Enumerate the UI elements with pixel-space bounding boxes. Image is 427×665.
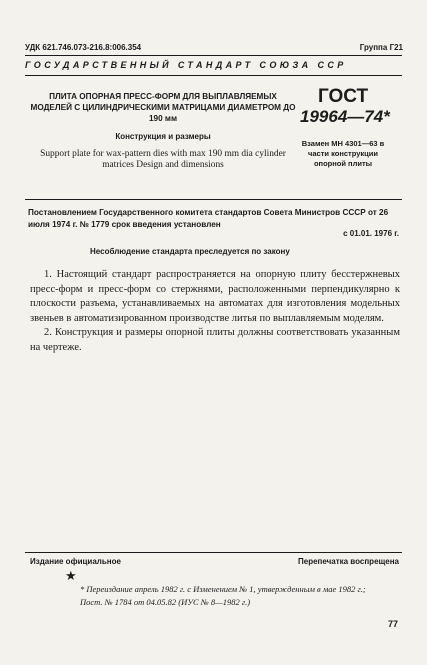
law-notice: Несоблюдение стандарта преследуется по закону [90,247,290,256]
state-standard-heading: ГОСУДАРСТВЕННЫЙ СТАНДАРТ СОЮЗА ССР [25,60,347,70]
header-top-rule [25,55,402,56]
official-edition: Издание официальное [30,557,121,566]
title-subtitle: Конструкция и размеры [115,132,211,141]
body-paragraph-2: 2. Конструкция и размеры опорной плиты должны соответствовать указанным на чертеже. [30,327,400,353]
gost-label: ГОСТ [318,86,369,107]
decree-text: Постановлением Государственного комитета стандартов Совета Министров СССР от 26 июля 1974 г. № 1779 срок введения установлен [28,208,389,229]
reprint-note: * Переиздание апрель 1982 г. с Изменением № 1, утвержденным в мае 1982 г.; Пост. № 1784 от 04.05.82 (ИУС № 8—1982 г.) [80,584,366,607]
title-english: Support plate for wax-pattern dies with max 190 mm dia cylinder matrices Design and dimensions [40,149,286,170]
standard-body [30,268,400,355]
star-icon: ★ [65,568,77,583]
gost-number: 19964—74* [300,107,390,126]
page-number: 77 [387,619,398,629]
header-bottom-rule [25,75,402,76]
replacement-note: Взамен МН 4301—63 в части конструкции опорной плиты [301,139,385,168]
reprint-prohibited: Перепечатка воспрещена [298,557,399,566]
title-russian: ПЛИТА ОПОРНАЯ ПРЕСС-ФОРМ ДЛЯ ВЫПЛАВЛЯЕМЫХ МОДЕЛЕЙ С ЦИЛИНДРИЧЕСКИМИ МАТРИЦАМИ ДИАМЕТРОМ ДО 190 мм [30,92,296,123]
udk-code: УДК 621.746.073-216.8:006.354 [25,43,142,52]
footer-rule [25,552,402,553]
group-code: Группа Г21 [359,43,403,52]
body-paragraph-1: 1. Настоящий стандарт распространяется на опорную плиту бесстержневых пресс-форм и пресс-форм со стержнями, расположенными перпендикулярно к плоскости разъема, устанавливаемых на автоматах для изготовления модельных звеньев в автоматизированном производстве литья по выплавляемым моделям. [30,269,400,324]
effective-date: с 01.01. 1976 г. [343,229,399,238]
decree-rule [25,199,402,200]
